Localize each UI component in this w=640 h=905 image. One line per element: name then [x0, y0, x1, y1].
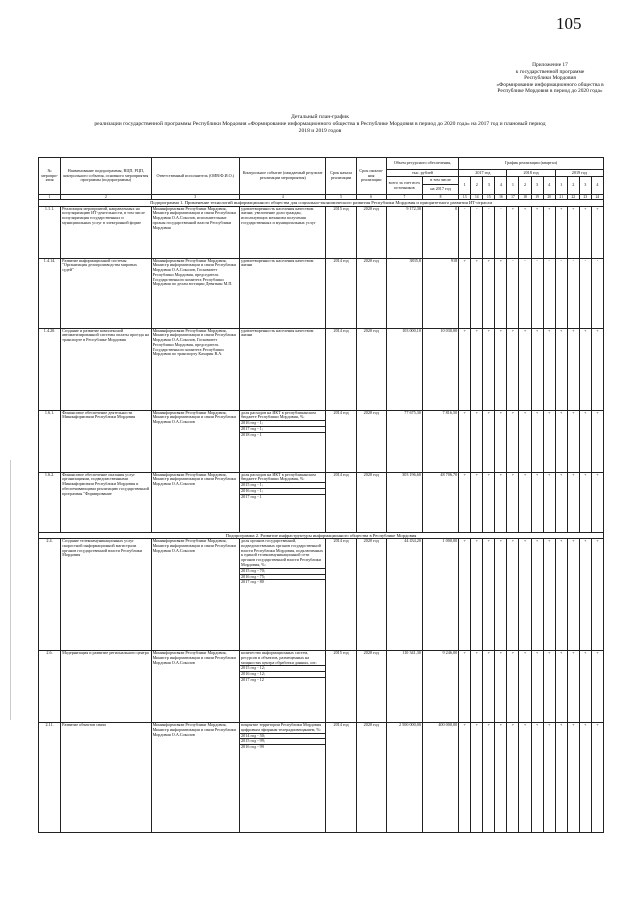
quarter-mark: + [459, 410, 471, 472]
row-executor: Мининформсвязи Республики Мордовия, Министр информатизации и связи Республики Мордовия О.А.Соколов, исполнительные органы государственной власти Республики Мордовия [151, 206, 239, 258]
quarter-mark: + [519, 723, 531, 833]
quarter-mark: + [471, 723, 483, 833]
header-quarter: 3 [579, 177, 591, 195]
quarter-mark: + [507, 723, 519, 833]
quarter-mark: + [519, 651, 531, 723]
table-row [39, 723, 604, 833]
row-number: 2.11. [39, 723, 61, 833]
row-end: 2020 год [356, 651, 386, 723]
column-number: 3 [151, 195, 239, 200]
quarter-mark: + [543, 539, 555, 651]
row-executor: Мининформсвязи Республики Мордовия, Министр информатизации и связи Республики Мордовия О.А.Соколов [151, 472, 239, 532]
row-event [240, 206, 326, 258]
quarter-mark: + [507, 328, 519, 410]
event-year-value: 2016 год - 1; [240, 420, 325, 426]
row-start: 2014 год [326, 472, 356, 532]
quarter-mark: + [543, 206, 555, 258]
quarter-mark: + [495, 539, 507, 651]
row-end: 2020 год [356, 328, 386, 410]
row-executor: Мининформсвязи Республики Мордовия, Министр информатизации и связи Республики Мордовия О.А.Соколов, Госкомитет Республики Мордовия, председатель Государственного комитета Республики Мордовия по транспорту Кахарин В.А. [151, 328, 239, 410]
row-start: 2014 год [326, 258, 356, 328]
quarter-mark: + [555, 328, 567, 410]
quarter-mark: + [579, 723, 591, 833]
appendix-line: Республики Мордовия [524, 75, 576, 82]
quarter-mark: + [495, 651, 507, 723]
row-number: 1.4.14. [39, 258, 61, 328]
event-text: доля органов государственной, подведомственных органов государственной власти Республики Мордовия, подключенных к единой телекоммуникационной сети органов государственной власти Республики Мордовия, %: [241, 538, 323, 567]
row-executor: Мининформсвязи Республики Мордовия, Министр информатизации и связи Республики Мордовия О.А.Соколов [151, 723, 239, 833]
header-quarter: 2 [519, 177, 531, 195]
quarter-mark: + [591, 539, 603, 651]
column-number: 4 [240, 195, 326, 200]
quarter-mark: + [531, 472, 543, 532]
quarter-mark: - [567, 258, 579, 328]
header-event: Контрольное событие (ожидаемый результат реализации мероприятия) [240, 158, 326, 195]
quarter-mark: + [459, 651, 471, 723]
quarter-mark: - [531, 258, 543, 328]
header-incl-year: на 2017 год [422, 185, 458, 195]
quarter-mark: + [555, 539, 567, 651]
quarter-mark: + [555, 206, 567, 258]
table-row [39, 472, 604, 532]
quarter-mark: + [471, 472, 483, 532]
quarter-mark: + [471, 258, 483, 328]
appendix-line: Приложение 17 [532, 62, 568, 68]
column-number: 18 [519, 195, 531, 200]
row-2017: 48 706,70 [422, 472, 458, 532]
title-line: Детальный план-график [291, 114, 349, 120]
event-year-value: 2018 год - 1 [240, 432, 325, 438]
quarter-mark: + [483, 651, 495, 723]
row-event [240, 328, 326, 410]
row-start: 2015 год [326, 651, 356, 723]
row-executor: Мининформсвязи Республики Мордовия, Министр информатизации и связи Республики Мордовия О.А.Соколов [151, 651, 239, 723]
quarter-mark: + [459, 539, 471, 651]
header-schedule: График реализации (квартал) [459, 158, 604, 170]
subprogram-2-title: Подпрограмма 2. Развитие инфраструктуры информационного общества в Республике Мордовия [39, 532, 604, 539]
event-year-value: 2017 год - 1; [240, 426, 325, 432]
quarter-mark: - [555, 258, 567, 328]
row-executor: Мининформсвязи Республики Мордовия, Министр информатизации и связи Республики Мордовия О.А.Соколов, Госкомитет Республики Мордовия, председатель Государственного комитета Республики Мордовия по делам юстиции Девяткин М.П. [151, 258, 239, 328]
quarter-mark: + [483, 723, 495, 833]
header-quarter: 2 [471, 177, 483, 195]
row-name: Развитие информационной системы "Организация делопроизводства мировых судей" [61, 258, 151, 328]
row-number: 1.6.2. [39, 472, 61, 532]
quarter-mark: + [507, 651, 519, 723]
row-number: 1.1.1. [39, 206, 61, 258]
row-end: 2020 год [356, 723, 386, 833]
column-number: 20 [543, 195, 555, 200]
quarter-mark: + [483, 258, 495, 328]
quarter-mark: + [507, 539, 519, 651]
column-number: 21 [555, 195, 567, 200]
header-quarter: 3 [483, 177, 495, 195]
row-total: 303 196,60 [386, 472, 422, 532]
event-year-value: 2016 год - 1; [240, 488, 325, 494]
row-executor: Мининформсвязи Республики Мордовия, Министр информатизации и связи Республики Мордовия О.А.Соколов [151, 539, 239, 651]
event-year-value: 2016 год - 75; [240, 574, 325, 580]
quarter-mark: + [591, 472, 603, 532]
event-year-value: 2015 год - 99; [240, 738, 325, 744]
row-total: 110 341,30 [386, 651, 422, 723]
quarter-mark: - [543, 258, 555, 328]
row-event [240, 258, 326, 328]
quarter-mark: + [579, 472, 591, 532]
quarter-mark: + [459, 258, 471, 328]
header-num: № меропри- ятия [39, 158, 61, 195]
column-number: 5 [326, 195, 356, 200]
table-row [39, 410, 604, 472]
page-number: 105 [556, 14, 582, 33]
event-year-value: 2017 год - 1 [240, 494, 325, 500]
quarter-mark: + [519, 410, 531, 472]
quarter-mark: + [483, 328, 495, 410]
quarter-mark: - [591, 258, 603, 328]
quarter-mark: - [579, 258, 591, 328]
row-name: Финансовое обеспечение оказания услуг организациями, подведомственными Мининформсвязи Республики Мордовия и обеспечивающими реализацию государственной программы "Формирование [61, 472, 151, 532]
row-total: 103 000,10 [386, 328, 422, 410]
row-name: Создание и развитие комплексной автоматизированной системы оплаты проезда на транспорте в Республике Мордовия [61, 328, 151, 410]
quarter-mark: - [459, 206, 471, 258]
quarter-mark: + [531, 651, 543, 723]
row-event [240, 651, 326, 723]
quarter-mark: + [495, 472, 507, 532]
appendix-line: к государственной программе [515, 68, 585, 75]
row-start: 2014 год [326, 723, 356, 833]
row-2017: 10 030,00 [422, 328, 458, 410]
column-number: 1 [39, 195, 61, 200]
event-text: покрытие территории Республики Мордовия цифровым эфирным телерадиовещанием, %: [241, 722, 322, 732]
row-end: 2020 год [356, 206, 386, 258]
row-number: 1.4.20. [39, 328, 61, 410]
quarter-mark: + [507, 472, 519, 532]
quarter-mark: + [567, 410, 579, 472]
row-event [240, 472, 326, 532]
event-year-value: 2016 год - 12; [240, 671, 325, 677]
header-incl: в том числе [422, 177, 458, 185]
column-number: 16 [495, 195, 507, 200]
quarter-mark: + [591, 651, 603, 723]
quarter-mark: + [471, 328, 483, 410]
subprogram-1-title: Подпрограмма 1. Применение технологий информационного общества для социально-экономического развития Республики Мордовия и приоритетного развития ИТ-отрасли [39, 200, 604, 207]
quarter-mark: + [555, 410, 567, 472]
event-year-value: 2016 год - 99 [240, 744, 325, 750]
header-quarter: 4 [591, 177, 603, 195]
quarter-mark: + [483, 410, 495, 472]
appendix-note [480, 62, 620, 95]
quarter-mark: + [519, 472, 531, 532]
quarter-mark: + [471, 539, 483, 651]
appendix-line: Республике Мордовия в период до 2020 года» [497, 88, 603, 95]
header-quarter: 2 [567, 177, 579, 195]
plan-table [38, 157, 604, 833]
row-name: Реализация мероприятий, направленных на популяризацию ИТ-деятельности, в том числе популяризация государственных и муниципальных услуг в электронной форме [61, 206, 151, 258]
quarter-mark: + [519, 328, 531, 410]
row-name: Развитие объектов связи [61, 723, 151, 833]
row-2017: 0 [422, 206, 458, 258]
quarter-mark: + [519, 539, 531, 651]
row-end: 2020 год [356, 539, 386, 651]
header-start: Срок начала реализации [326, 158, 356, 195]
appendix-line: «Формирование информационного общества в [496, 81, 604, 88]
quarter-mark: + [591, 328, 603, 410]
quarter-mark: + [591, 723, 603, 833]
quarter-mark: + [495, 723, 507, 833]
document-title [20, 114, 620, 135]
quarter-mark: + [507, 206, 519, 258]
quarter-mark: + [543, 472, 555, 532]
quarter-mark: + [531, 328, 543, 410]
header-quarter: 3 [531, 177, 543, 195]
quarter-mark: + [531, 539, 543, 651]
row-2017: 7 816,50 [422, 410, 458, 472]
header-funding: Объем ресурсного обеспечения, [386, 158, 458, 170]
event-year-value: 2015 год - 1; [240, 482, 325, 488]
header-year-2018: 2018 год [507, 170, 555, 177]
quarter-mark: + [459, 328, 471, 410]
quarter-mark: + [567, 651, 579, 723]
column-number: 24 [591, 195, 603, 200]
quarter-mark: - [483, 206, 495, 258]
table-row [39, 206, 604, 258]
quarter-mark: + [555, 723, 567, 833]
header-quarter: 4 [495, 177, 507, 195]
quarter-mark: + [555, 651, 567, 723]
column-number: 23 [579, 195, 591, 200]
column-number: 22 [567, 195, 579, 200]
quarter-mark: + [471, 651, 483, 723]
quarter-mark: + [579, 206, 591, 258]
row-end: 2020 год [356, 258, 386, 328]
row-2017: 1 000,00 [422, 539, 458, 651]
quarter-mark: + [519, 206, 531, 258]
row-number: 2.4. [39, 539, 61, 651]
quarter-mark: + [483, 539, 495, 651]
row-total: 44 434,20 [386, 539, 422, 651]
title-line: 2018 и 2019 годов [298, 128, 342, 134]
row-total: 3835,8 [386, 258, 422, 328]
event-text: удовлетворенность населения качеством жизни [241, 328, 314, 338]
table-row [39, 258, 604, 328]
column-number: 6 [356, 195, 386, 200]
header-year-2017: 2017 год [459, 170, 507, 177]
column-number: 17 [507, 195, 519, 200]
quarter-mark: + [591, 206, 603, 258]
table-row [39, 539, 604, 651]
column-number: 19 [531, 195, 543, 200]
row-name: Финансовое обеспечение деятельности Мининформсвязи Республики Мордовия [61, 410, 151, 472]
header-quarter: 4 [543, 177, 555, 195]
row-event [240, 410, 326, 472]
quarter-mark: + [579, 410, 591, 472]
event-text: удовлетворенность населения качеством жизни [241, 258, 314, 268]
row-total: 9 172,30 [386, 206, 422, 258]
row-name: Создание телекоммуникационных услуг скоростной информационной магистрали органов государственной власти Республики Мордовия [61, 539, 151, 651]
quarter-mark: + [543, 410, 555, 472]
header-year-2019: 2019 год [555, 170, 603, 177]
margin-line [10, 460, 12, 720]
quarter-mark: + [495, 410, 507, 472]
quarter-mark: + [567, 723, 579, 833]
quarter-mark: + [579, 539, 591, 651]
quarter-mark: + [543, 651, 555, 723]
row-executor: Мининформсвязи Республики Мордовия, Министр информатизации и связи Республики Мордовия О.А.Соколов [151, 410, 239, 472]
quarter-mark: + [507, 410, 519, 472]
quarter-mark: + [459, 723, 471, 833]
quarter-mark: - [507, 258, 519, 328]
event-text: доля расходов на ИКТ в республиканском бюджете Республики Мордовия, %: [241, 410, 316, 420]
header-quarter: 1 [459, 177, 471, 195]
row-event [240, 723, 326, 833]
header-total: всего за счет всех источников [386, 177, 422, 195]
row-total: 77 675,30 [386, 410, 422, 472]
column-number: 15 [483, 195, 495, 200]
event-year-value: 2015 год - 70; [240, 568, 325, 574]
row-2017: 918 [422, 258, 458, 328]
column-number: 14 [471, 195, 483, 200]
quarter-mark: + [543, 723, 555, 833]
table-row [39, 651, 604, 723]
row-start: 2015 год [326, 206, 356, 258]
row-total: 2 500 000,00 [386, 723, 422, 833]
row-event [240, 539, 326, 651]
quarter-mark: - [471, 206, 483, 258]
quarter-mark: + [495, 328, 507, 410]
quarter-mark: + [567, 206, 579, 258]
quarter-mark: + [531, 723, 543, 833]
header-quarter: 1 [555, 177, 567, 195]
title-line: реализации государственной программы Республики Мордовия «Формирование информационного общества в Республике Мордовия в период до 2020 года» на 2017 год и плановый период [94, 121, 546, 127]
event-text: количество информационных систем, ресурсов и объектов, размещенных на мощностях центра обработки данных, шт.: [241, 650, 318, 665]
row-start: 2014 год [326, 539, 356, 651]
column-number: 13 [459, 195, 471, 200]
event-year-value: 2014 год - 50; [240, 733, 325, 739]
row-number: 1.6.1. [39, 410, 61, 472]
row-2017: 400 000,00 [422, 723, 458, 833]
column-number: 7 [386, 195, 422, 200]
quarter-mark: + [543, 328, 555, 410]
column-number: 2 [61, 195, 151, 200]
header-executor: Ответственный исполнитель (ОИВ/Ф.И.О.) [151, 158, 239, 195]
quarter-mark: + [579, 651, 591, 723]
event-year-value: 2017 год - 80 [240, 579, 325, 585]
header-name: Наименование подпрограммы, ВЦП, РЦП, контрольного события, основного мероприятия программы (подпрограммы) [61, 158, 151, 195]
quarter-mark: + [567, 472, 579, 532]
row-end: 2020 год [356, 472, 386, 532]
quarter-mark: - [519, 258, 531, 328]
quarter-mark: + [483, 472, 495, 532]
quarter-mark: + [579, 328, 591, 410]
quarter-mark: + [495, 258, 507, 328]
quarter-mark: + [567, 328, 579, 410]
row-start: 2014 год [326, 410, 356, 472]
row-2017: 9 246,00 [422, 651, 458, 723]
row-name: Модернизация и развитие регионального центра [61, 651, 151, 723]
quarter-mark: + [531, 410, 543, 472]
header-end: Срок оконча-ния реализации [356, 158, 386, 195]
event-year-value: 2015 год - 12; [240, 665, 325, 671]
quarter-mark: + [591, 410, 603, 472]
header-quarter: 1 [507, 177, 519, 195]
header-funding-unit: тыс. рублей [386, 170, 458, 177]
row-end: 2020 год [356, 410, 386, 472]
quarter-mark: - [495, 206, 507, 258]
quarter-mark: + [567, 539, 579, 651]
quarter-mark: + [471, 410, 483, 472]
event-text: удовлетворенность населения качеством жизни; увеличение доли граждан, использующих механизм получения государственных и муниципальных услуг [241, 206, 316, 225]
quarter-mark: + [459, 472, 471, 532]
table-row [39, 328, 604, 410]
column-number: 8 [422, 195, 458, 200]
row-start: 2014 год [326, 328, 356, 410]
event-year-value: 2017 год - 12 [240, 677, 325, 683]
row-number: 2.6. [39, 651, 61, 723]
quarter-mark: + [531, 206, 543, 258]
quarter-mark: + [555, 472, 567, 532]
event-text: доля расходов на ИКТ в республиканском бюджете Республики Мордовия, %: [241, 472, 316, 482]
